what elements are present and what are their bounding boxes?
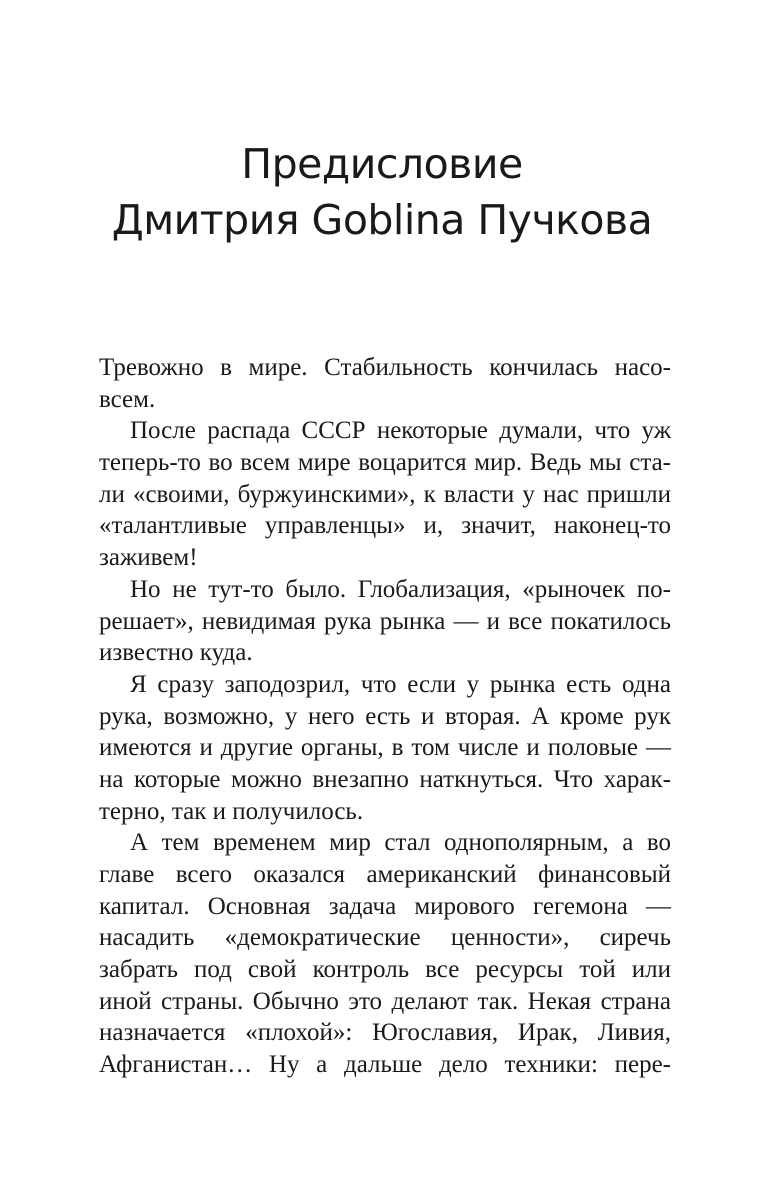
text-line: на которые можно внезапно наткнуться. Что харак- — [99, 765, 671, 793]
text-line: Тревожно в мире. Стабильность кончилась насо- — [99, 354, 671, 381]
body-text — [99, 352, 671, 1081]
text-line: забрать под свой контроль все ресурсы той или — [99, 956, 671, 984]
text-line: теперь-то во всем мире воцарится мир. Ведь мы ста- — [99, 449, 671, 477]
text-line: «талантливые управленцы» и, значит, наконец-то — [99, 512, 671, 540]
text-line: А тем временем мир стал однополярным, а во — [130, 829, 671, 857]
chapter-title-line-1: Предисловие — [241, 140, 523, 188]
text-line: рука, возможно, у него есть и вторая. А кроме рук — [99, 702, 671, 730]
text-line: Я сразу заподозрил, что если у рынка есть одна — [130, 670, 671, 698]
text-line: Афганистан… Ну а дальше дело техники: пере- — [99, 1051, 671, 1079]
text-line: ли «своими, буржуинскими», к власти у нас пришли — [99, 480, 671, 508]
text-line: капитал. Основная задача мирового гегемона — — [99, 892, 671, 920]
text-line: заживем! — [99, 544, 198, 572]
text-line: известно куда. — [99, 639, 253, 667]
text-line: имеются и другие органы, в том числе и половые — — [99, 734, 671, 762]
text-line: Но не тут-то было. Глобализация, «рыночек по- — [130, 575, 671, 603]
chapter-title — [0, 136, 764, 248]
text-line: терно, так и получилось. — [99, 797, 364, 825]
text-line: иной страны. Обычно это делают так. Некая страна — [99, 987, 671, 1015]
chapter-title-line-2: Дмитрия Goblina Пучкова — [111, 196, 653, 244]
text-line: После распада СССР некоторые думали, что уж — [130, 417, 671, 445]
text-line: насадить «демократические ценности», сиречь — [99, 924, 671, 952]
text-line: всем. — [99, 385, 156, 413]
text-line: главе всего оказался американский финансовый — [99, 861, 671, 888]
text-line: назначается «плохой»: Югославия, Ирак, Ливия, — [99, 1019, 671, 1047]
text-line: решает», невидимая рука рынка — и все покатилось — [99, 607, 671, 635]
